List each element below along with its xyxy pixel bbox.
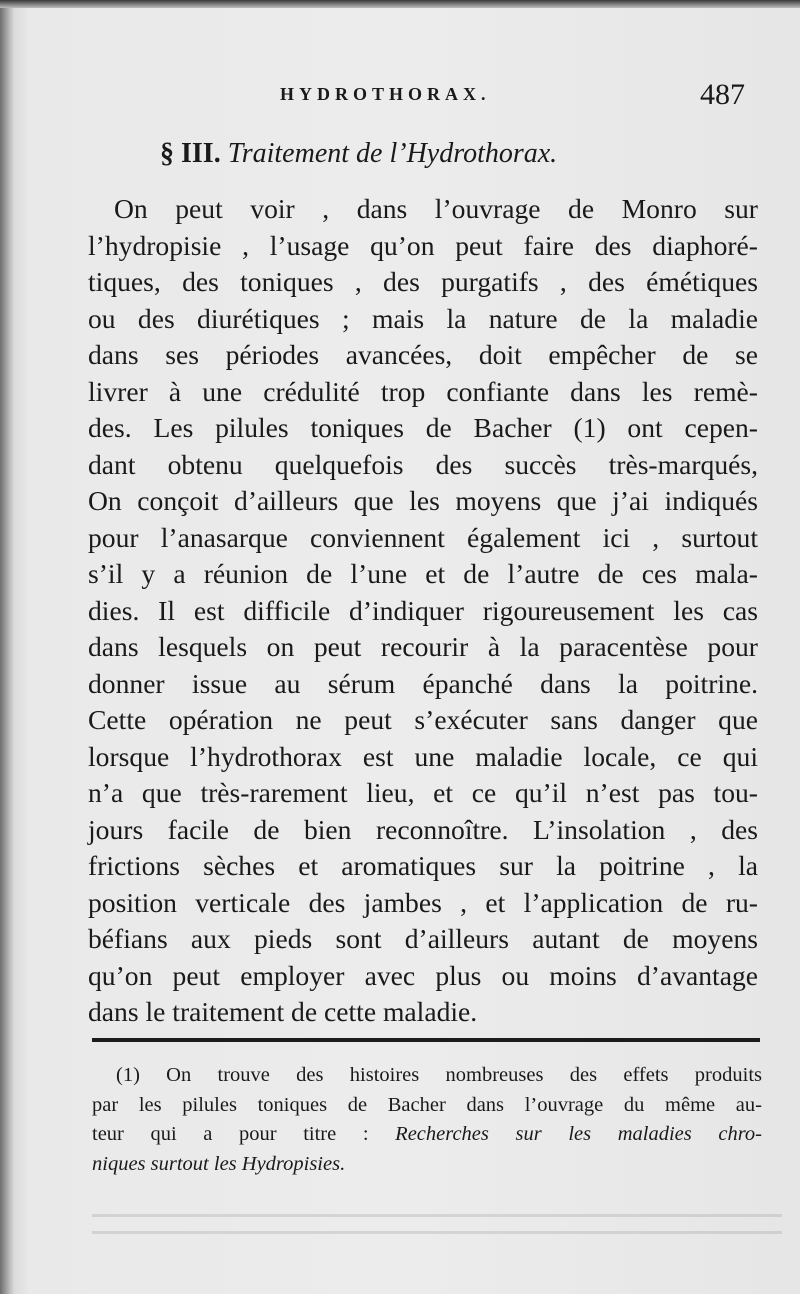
- section-title: Traitement de l’Hydrothorax.: [227, 138, 558, 169]
- body-paragraph: [88, 191, 758, 1031]
- text-line: On peut voir , dans l’ouvrage de Monro sur: [114, 193, 758, 224]
- text-line: Cette opération ne peut s’exécuter sans danger que: [88, 704, 758, 735]
- text-line: jours facile de bien reconnoître. L’insolation , des: [88, 813, 758, 845]
- text-line: dans lesquels on peut recourir à la paracentèse pour: [88, 631, 758, 662]
- text-line: livrer à une crédulité trop confiante dans les remè-: [88, 375, 758, 407]
- text-line: position verticale des jambes , et l’application de ru-: [88, 886, 758, 918]
- text-line: ou des diurétiques ; mais la nature de la maladie: [88, 302, 758, 334]
- footnote-text: teur qui a pour titre :: [92, 1123, 396, 1145]
- text-line: frictions sèches et aromatiques sur la poitrine , la: [88, 850, 758, 881]
- section-number: § III.: [160, 138, 221, 169]
- text-line: n’a que très-rarement lieu, et ce qu’il n’est pas tou-: [88, 777, 758, 808]
- text-line: dies. Il est difficile d’indiquer rigoureusement les cas: [88, 594, 758, 626]
- page-gutter-shadow: [0, 0, 14, 1294]
- text-line: On conçoit d’ailleurs que les moyens que j’ai indiqués: [88, 485, 758, 516]
- text-line: qu’on peut employer avec plus ou moins d’avantage: [88, 959, 758, 991]
- text-line: donner issue au sérum épanché dans la poitrine.: [88, 667, 758, 699]
- page-top-edge: [0, 0, 800, 8]
- text-line: l’hydropisie , l’usage qu’on peut faire des diaphoré-: [88, 229, 758, 261]
- text-line: pour l’anasarque conviennent également ici , surtout: [88, 521, 758, 553]
- footnote-line: [92, 1120, 762, 1150]
- section-heading: [160, 138, 557, 170]
- footnote-line: (1) On trouve des histoires nombreuses des effets produits: [116, 1064, 762, 1086]
- page-number: 487: [700, 78, 745, 111]
- text-line: des. Les pilules toniques de Bacher (1) ont cepen-: [88, 412, 758, 443]
- show-through-text: [92, 1200, 782, 1260]
- text-line: tiques, des toniques , des purgatifs , des émétiques: [88, 266, 758, 297]
- footnote-divider: [92, 1038, 760, 1042]
- text-line: lorsque l’hydrothorax est une maladie locale, ce qui: [88, 740, 758, 772]
- footnote-book-title: Recherches sur les maladies chro-: [395, 1123, 763, 1145]
- text-line: béfians aux pieds sont d’ailleurs autant de moyens: [88, 923, 758, 954]
- text-line: dant obtenu quelquefois des succès très-marqués,: [88, 448, 758, 480]
- text-line: dans ses périodes avancées, doit empêcher de se: [88, 339, 758, 370]
- running-head: HYDROTHORAX.: [280, 84, 491, 104]
- footnote-book-title: niques surtout les Hydropisies.: [92, 1152, 346, 1175]
- text-line: s’il y a réunion de l’une et de l’autre de ces mala-: [88, 558, 758, 589]
- footnote-line: par les pilules toniques de Bacher dans l’ouvrage du même au-: [92, 1093, 762, 1116]
- footnote: [92, 1061, 762, 1179]
- text-line: dans le traitement de cette maladie.: [88, 996, 478, 1027]
